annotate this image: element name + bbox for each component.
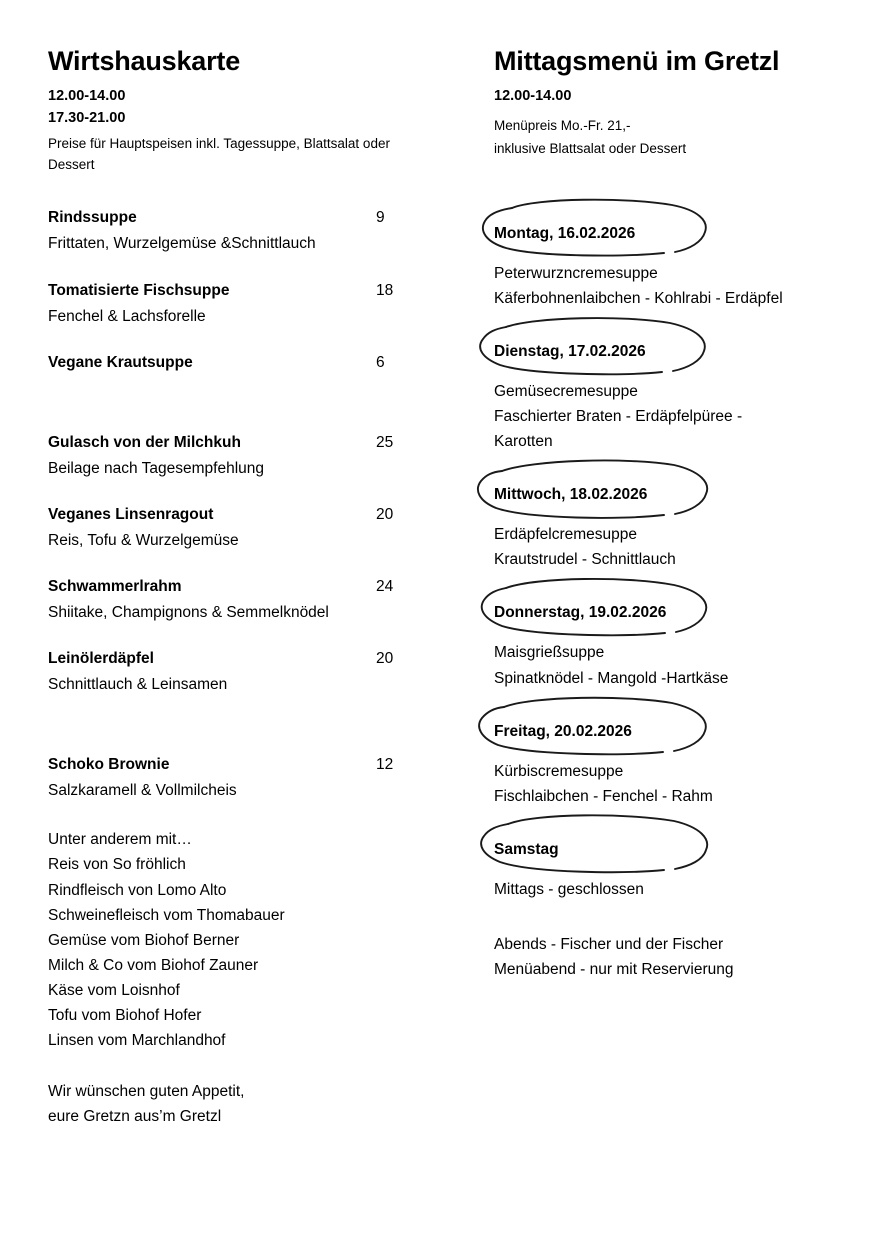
day-header [494, 705, 864, 757]
menu-item [48, 505, 448, 551]
day-block [494, 468, 864, 576]
day-header [494, 325, 864, 377]
day-label: Freitag, 20.02.2026 [494, 722, 632, 740]
closing-line: Wir wünschen guten Appetit, [48, 1083, 245, 1101]
menu-item-row [48, 281, 448, 301]
day-header [494, 468, 864, 520]
saturday-evening-note [494, 932, 864, 982]
menu-item-row [48, 208, 448, 228]
menu-price-line: Menüpreis Mo.-Fr. 21,- [494, 118, 631, 134]
day-courses [494, 379, 864, 458]
menu-item [48, 281, 448, 327]
menu-item [48, 353, 448, 373]
day-label: Samstag [494, 840, 559, 858]
day-header [494, 207, 864, 259]
course-line: Spinatknödel - Mangold -Hartkäse [494, 669, 729, 687]
day-label: Donnerstag, 19.02.2026 [494, 604, 667, 622]
menu-item [48, 577, 448, 623]
menu-item [48, 649, 448, 695]
course-line: Mittags - geschlossen [494, 880, 644, 898]
course-line: Käferbohnenlaibchen - Kohlrabi - Erdäpfel [494, 289, 783, 307]
menu-item [48, 433, 448, 479]
menu-item-price: 12 [376, 756, 394, 774]
opening-hours-dinner: 17.30-21.00 [48, 110, 126, 127]
menu-item-description: Schnittlauch & Leinsamen [48, 676, 228, 694]
day-label: Mittwoch, 18.02.2026 [494, 486, 648, 504]
day-courses [494, 522, 864, 576]
menu-item-price: 20 [376, 650, 394, 668]
course-line: Karotten [494, 433, 553, 451]
menu-item-price: 20 [376, 505, 394, 523]
menu-item-name: Tomatisierte Fischsuppe [48, 281, 230, 299]
supplier-item: Linsen vom Marchlandhof [48, 1032, 226, 1050]
menu-item-name: Vegane Krautsuppe [48, 353, 193, 371]
course-line: Peterwurzncremesuppe [494, 264, 658, 282]
day-header [494, 823, 864, 875]
menu-item-price: 18 [376, 281, 394, 299]
page-title-mittagsmenue: Mittagsmenü im Gretzl [494, 46, 780, 76]
mittagsmenue-column [494, 46, 864, 992]
supplier-item: Rindfleisch von Lomo Alto [48, 881, 227, 899]
course-line: Faschierter Braten - Erdäpfelpüree - [494, 408, 743, 426]
menu-item-name: Veganes Linsenragout [48, 505, 214, 523]
course-line: Abends - Fischer und der Fischer [494, 936, 724, 954]
closing-message [48, 1079, 448, 1129]
menu-price-note [494, 114, 844, 160]
supplier-item: Schweinefleisch vom Thomabauer [48, 906, 285, 924]
menu-item-name: Gulasch von der Milchkuh [48, 433, 241, 451]
course-line: Krautstrudel - Schnittlauch [494, 551, 676, 569]
day-courses [494, 877, 864, 906]
day-block [494, 705, 864, 813]
supplier-intro: Unter anderem mit… [48, 831, 192, 849]
menu-item-name: Leinölerdäpfel [48, 650, 154, 668]
day-block [494, 325, 864, 458]
supplier-item: Reis von So fröhlich [48, 856, 186, 874]
course-line: Gemüsecremesuppe [494, 382, 638, 400]
closing-line: eure Gretzn aus’m Gretzl [48, 1108, 222, 1126]
menu-item-name: Schwammerlrahm [48, 577, 182, 595]
course-line: Maisgrießsuppe [494, 644, 605, 662]
opening-hours-lunch: 12.00-14.00 [48, 88, 126, 105]
menu-item-row [48, 649, 448, 669]
supplier-item: Gemüse vom Biohof Berner [48, 931, 240, 949]
lunch-hours: 12.00-14.00 [494, 88, 572, 105]
menu-item-row [48, 577, 448, 597]
supplier-list [48, 827, 448, 1053]
menu-item-name: Rindssuppe [48, 209, 137, 227]
menu-item-description: Fenchel & Lachsforelle [48, 307, 206, 325]
menu-item-list [48, 208, 448, 801]
menu-item-description: Beilage nach Tagesempfehlung [48, 459, 265, 477]
course-line: Kürbiscremesuppe [494, 762, 624, 780]
course-line: Fischlaibchen - Fenchel - Rahm [494, 787, 713, 805]
day-header [494, 586, 864, 638]
menu-item-price: 9 [376, 209, 385, 227]
menu-item-price: 24 [376, 577, 394, 595]
menu-item-row [48, 505, 448, 525]
day-block [494, 823, 864, 982]
wirtshauskarte-column [48, 46, 448, 1130]
day-courses [494, 759, 864, 813]
menu-item-description: Shiitake, Champignons & Semmelknödel [48, 603, 329, 621]
menu-item-description: Salzkaramell & Vollmilcheis [48, 782, 237, 800]
menu-item [48, 755, 448, 801]
menu-item-row [48, 353, 448, 373]
daily-menu-list [494, 207, 864, 983]
day-courses [494, 261, 864, 315]
day-courses [494, 640, 864, 694]
day-label: Montag, 16.02.2026 [494, 224, 636, 242]
menu-item-row [48, 755, 448, 775]
menu-item-description: Frittaten, Wurzelgemüse &Schnittlauch [48, 235, 316, 253]
menu-item-name: Schoko Brownie [48, 756, 170, 774]
menu-inclusion-line: inklusive Blattsalat oder Dessert [494, 141, 687, 157]
day-block [494, 207, 864, 315]
menu-item-price: 6 [376, 353, 385, 371]
day-label: Dienstag, 17.02.2026 [494, 342, 646, 360]
menu-item-description: Reis, Tofu & Wurzelgemüse [48, 531, 239, 549]
supplier-item: Tofu vom Biohof Hofer [48, 1007, 202, 1025]
menu-item [48, 208, 448, 254]
supplier-item: Käse vom Loisnhof [48, 982, 180, 1000]
menu-item-price: 25 [376, 433, 394, 451]
page-title-wirtshauskarte: Wirtshauskarte [48, 46, 241, 76]
price-note: Preise für Hauptspeisen inkl. Tagessuppe, Blattsalat oder Dessert [48, 136, 390, 173]
menu-item-row [48, 433, 448, 453]
course-line: Menüabend - nur mit Reservierung [494, 961, 734, 979]
supplier-item: Milch & Co vom Biohof Zauner [48, 956, 259, 974]
course-line: Erdäpfelcremesuppe [494, 526, 638, 544]
day-block [494, 586, 864, 694]
